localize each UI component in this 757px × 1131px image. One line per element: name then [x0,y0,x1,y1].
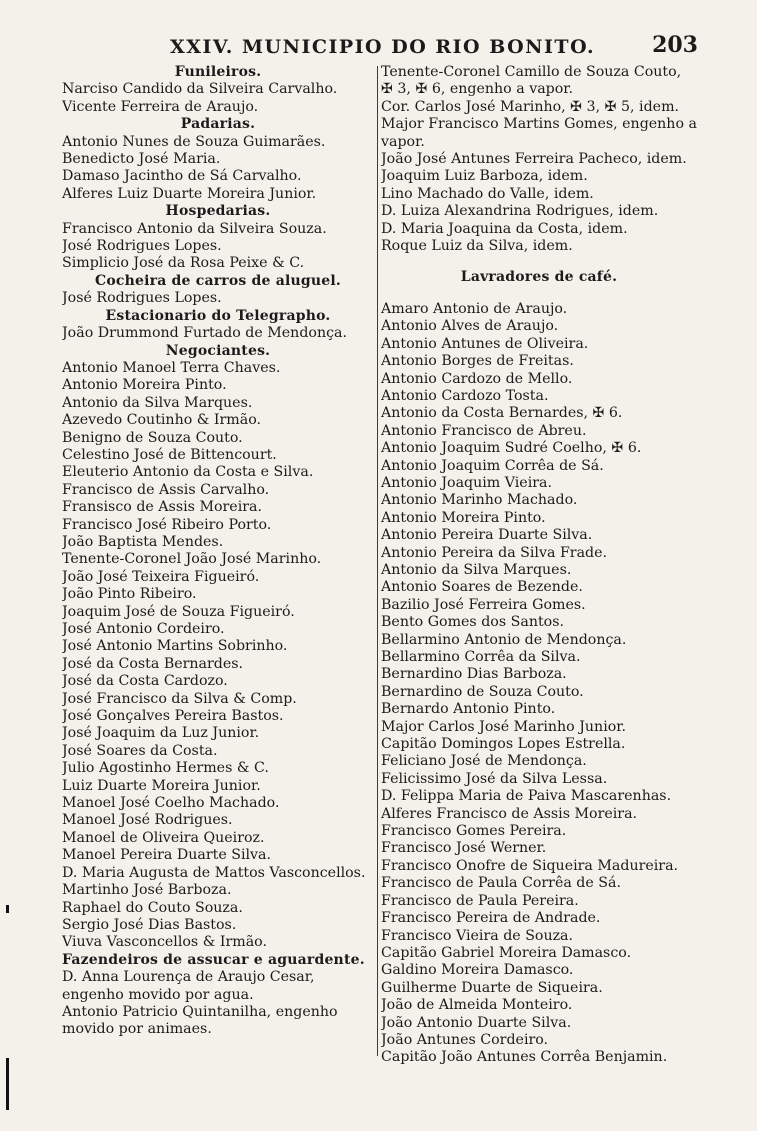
list-entry: José Rodrigues Lopes. [62,238,222,255]
margin-mark [6,905,9,913]
list-entry: Antonio Joaquim Sudré Coelho, ✠ 6. [381,440,642,457]
list-entry: Antonio Joaquim Corrêa de Sá. [381,457,604,474]
list-entry: Martinho José Barboza. [62,882,232,899]
list-entry: Manoel José Coelho Machado. [62,795,280,812]
margin-mark [6,1058,9,1110]
list-entry: Bazilio José Ferreira Gomes. [381,596,586,613]
list-entry: João José Teixeira Figueiró. [62,568,260,585]
list-entry: João Antonio Duarte Silva. [381,1014,572,1031]
list-entry: Luiz Duarte Moreira Junior. [62,777,261,794]
list-entry: Antonio Antunes de Oliveira. [381,335,589,352]
list-entry: Bernardino de Souza Couto. [381,683,584,700]
list-entry: José da Costa Bernardes. [62,655,244,672]
section-heading: Negociantes. [165,342,271,359]
list-entry: Antonio Joaquim Vieira. [381,474,552,491]
list-entry: Antonio Alves de Araujo. [381,318,559,335]
section-heading: Hospedarias. [165,203,271,220]
list-entry: Antonio Marinho Machado. [381,492,578,509]
list-entry: Joaquim José de Souza Figueiró. [62,603,295,620]
list-entry: Bernardino Dias Barboza. [381,666,567,683]
list-entry: Felicissimo José da Silva Lessa. [381,770,608,787]
section-heading: Cocheira de carros de aluguel. [95,272,341,289]
list-entry: Bellarmino Antonio de Mendonça. [381,631,627,648]
list-entry: Francisco Vieira de Souza. [381,927,574,944]
list-entry: Francisco de Paula Pereira. [381,892,579,909]
page-title: XXIV. MUNICIPIO DO RIO BONITO. [170,36,596,58]
list-entry: Roque Luiz da Silva, idem. [381,238,573,255]
section-spacer [381,287,697,301]
list-entry: Vicente Ferreira de Araujo. [62,98,259,115]
list-entry: Tenente-Coronel Camillo de Souza Couto, ✠ 3, ✠ 6, engenho a vapor. [381,64,682,98]
list-entry: Antonio Pereira Duarte Silva. [381,527,593,544]
page-header [170,30,710,66]
list-entry: Francisco José Ribeiro Porto. [62,516,272,533]
list-entry: D. Maria Joaquina da Costa, idem. [381,220,628,237]
section-heading: Estacionario do Telegrapho. [105,307,331,324]
list-entry: Azevedo Coutinho & Irmão. [62,412,261,429]
right-column [381,64,697,1067]
list-entry: João José Antunes Ferreira Pacheco, idem. [381,151,687,168]
list-entry: Antonio Cardozo Tosta. [381,387,549,404]
list-entry: José Soares da Costa. [62,742,218,759]
section-heading: Fazendeiros de assucar e aguardente. [62,951,365,968]
list-entry: Antonio Manoel Terra Chaves. [62,359,281,376]
list-entry: Antonio Borges de Freitas. [381,353,574,370]
list-entry: Narciso Candido da Silveira Carvalho. [62,81,338,98]
section-heading: Funileiros. [174,64,262,80]
list-entry: José Antonio Cordeiro. [62,621,225,637]
list-entry: Antonio da Costa Bernardes, ✠ 6. [381,405,623,422]
list-entry: José Antonio Martins Sobrinho. [62,638,288,655]
list-entry: João Pinto Ribeiro. [62,586,197,603]
section-heading: Lavradores de café. [460,269,618,286]
page-number: 203 [652,32,698,58]
list-entry: João de Almeida Monteiro. [381,997,573,1014]
list-entry: Alferes Luiz Duarte Moreira Junior. [62,185,317,202]
left-column [62,64,374,1039]
list-entry: Major Carlos José Marinho Junior. [381,718,627,735]
list-entry: Bellarmino Corrêa da Silva. [381,649,581,665]
list-entry: Sergio José Dias Bastos. [62,916,237,933]
list-entry: Antonio Francisco de Abreu. [381,422,587,439]
list-entry: José da Costa Cardozo. [62,673,228,690]
list-entry: Antonio Pereira da Silva Frade. [381,544,608,561]
list-entry: Antonio da Silva Marques. [381,561,572,578]
section-spacer [381,255,697,269]
list-entry: José Rodrigues Lopes. [62,290,222,307]
list-entry: Capitão Gabriel Moreira Damasco. [381,944,632,961]
list-entry: João Baptista Mendes. [62,533,224,550]
list-entry: Alferes Francisco de Assis Moreira. [381,805,638,822]
list-entry: Galdino Moreira Damasco. [381,962,574,979]
list-entry: Benigno de Souza Couto. [62,429,243,446]
list-entry: Antonio Patricio Quintanilha, engenho movido por animaes. [62,1003,338,1038]
list-entry: Capitão João Antunes Corrêa Benjamin. [381,1049,668,1066]
list-entry: Tenente-Coronel João José Marinho. [62,551,322,568]
list-entry: Antonio Cardozo de Mello. [381,370,573,387]
list-entry: Viuva Vasconcellos & Irmão. [62,934,267,951]
list-entry: Feliciano José de Mendonça. [381,753,587,770]
list-entry: Francisco de Paula Corrêa de Sá. [381,875,621,892]
list-entry: Manoel de Oliveira Queiroz. [62,829,265,846]
list-entry: D. Felippa Maria de Paiva Mascarenhas. [381,788,672,805]
list-entry: João Drummond Furtado de Mendonça. [62,325,347,342]
list-entry: Manoel Pereira Duarte Silva. [62,847,272,864]
list-entry: Benedicto José Maria. [62,151,221,168]
list-entry: João Antunes Cordeiro. [381,1031,549,1048]
list-entry: José Joaquim da Luz Junior. [62,725,260,742]
column-divider [377,66,378,1056]
list-entry: Francisco Antonio da Silveira Souza. [62,220,327,237]
list-entry: José Francisco da Silva & Comp. [62,690,297,707]
list-entry: Bento Gomes dos Santos. [381,614,564,631]
list-entry: Lino Machado do Valle, idem. [381,185,594,202]
list-entry: Francisco Pereira de Andrade. [381,910,601,927]
list-entry: Bernardo Antonio Pinto. [381,701,556,718]
list-entry: Damaso Jacintho de Sá Carvalho. [62,168,302,185]
list-entry: Eleuterio Antonio da Costa e Silva. [62,464,314,481]
list-entry: Antonio Moreira Pinto. [381,509,546,526]
list-entry: Simplicio José da Rosa Peixe & C. [62,255,305,272]
list-entry: Antonio Soares de Bezende. [381,579,583,596]
list-entry: Amaro Antonio de Araujo. [381,300,568,317]
list-entry: Antonio Nunes de Souza Guimarães. [62,133,326,150]
list-entry: Joaquim Luiz Barboza, idem. [381,168,588,185]
list-entry: Guilherme Duarte de Siqueira. [381,979,603,996]
list-entry: Antonio da Silva Marques. [62,394,253,411]
list-entry: Major Francisco Martins Gomes, engenho a vapor. [381,116,697,150]
list-entry: Julio Agostinho Hermes & C. [62,760,269,777]
section-heading: Padarias. [180,116,256,133]
list-entry: Raphael do Couto Souza. [62,899,243,916]
list-entry: Francisco José Werner. [381,840,547,857]
list-entry: Capitão Domingos Lopes Estrella. [381,736,626,753]
list-entry: D. Luiza Alexandrina Rodrigues, idem. [381,203,659,220]
list-entry: Fransisco de Assis Moreira. [62,499,262,516]
list-entry: Francisco de Assis Carvalho. [62,481,270,498]
list-entry: Manoel José Rodrigues. [62,812,233,829]
list-entry: Antonio Moreira Pinto. [62,377,227,394]
list-entry: D. Anna Lourença de Araujo Cesar, engenho movido por agua. [62,969,315,1003]
list-entry: José Gonçalves Pereira Bastos. [62,708,284,725]
list-entry: Francisco Gomes Pereira. [381,823,567,840]
list-entry: Cor. Carlos José Marinho, ✠ 3, ✠ 5, idem. [381,98,680,115]
list-entry: D. Maria Augusta de Mattos Vasconcellos. [62,864,366,881]
list-entry: Francisco Onofre de Siqueira Madureira. [381,857,679,874]
list-entry: Celestino José de Bittencourt. [62,446,277,463]
